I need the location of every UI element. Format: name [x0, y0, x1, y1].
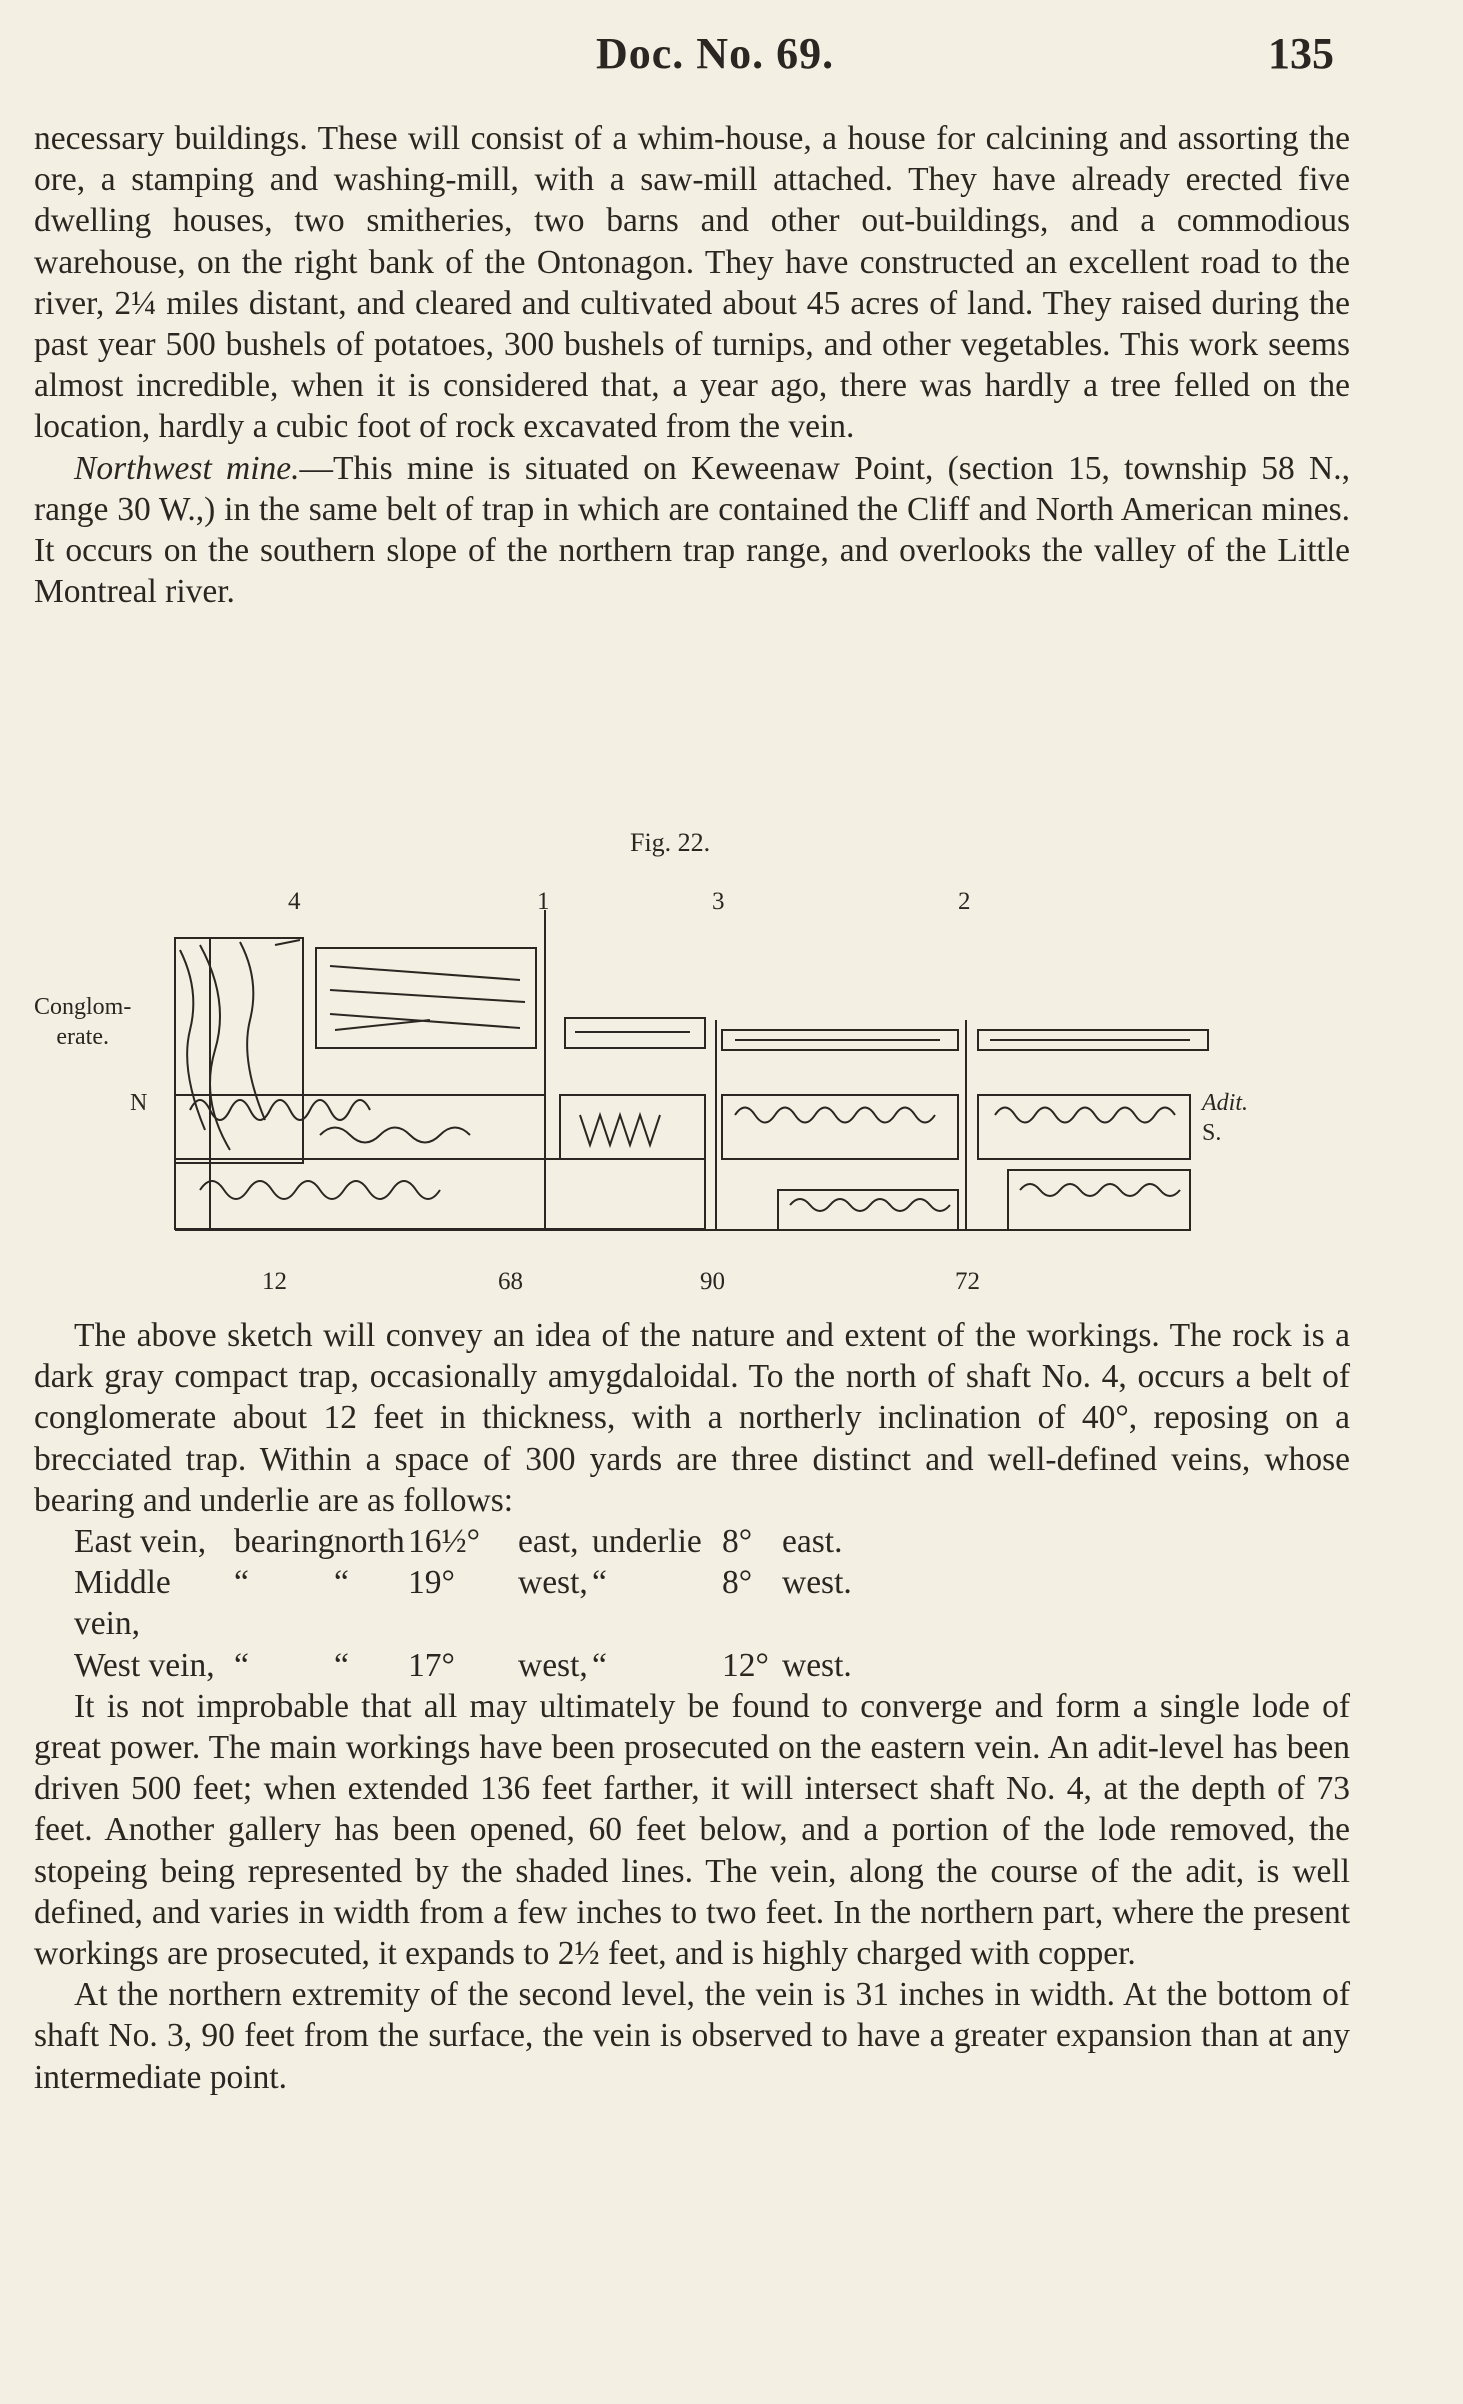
vein-row	[74, 1562, 1350, 1644]
vein-cell: west,	[518, 1646, 588, 1684]
level-one	[722, 1095, 958, 1159]
shaft-label: 3	[712, 888, 725, 915]
paragraph: necessary buildings. These will consist of a whim-house, a house for calcining and assorting the ore, a stamping and washing-mill, with a saw-mill attached. They have already erected five dwelling houses, two smitheries, two barns and other out-buildings, and a commodious warehouse, on the right bank of the Ontonagon. They have constructed an excellent road to the river, 2¼ miles distant, and cleared and cultivated about 45 acres of land. They raised during the past year 500 bushels of potatoes, 300 bushels of turnips, and other vegetables. This work seems almost incredible, when it is considered that, a year ago, there was hardly a tree felled on the location, hardly a cubic foot of rock excavated from the vein.	[34, 120, 1350, 446]
shaft-label: 1	[537, 888, 550, 915]
south-label: S.	[1202, 1120, 1222, 1146]
vein-cell: west.	[782, 1646, 852, 1684]
mine-section-sketch	[0, 870, 1463, 1290]
body-text-top	[34, 118, 1350, 612]
vein-cell: 19°	[408, 1564, 455, 1602]
vein-cell: “	[592, 1564, 607, 1602]
vein-name: West vein,	[74, 1646, 215, 1684]
paragraph: At the northern extremity of the second level, the vein is 31 inches in width. At the bottom of shaft No. 3, 90 feet from the surface, the vein is observed to have a greater expansion than at any intermediate point.	[34, 1976, 1350, 2096]
vein-cell: “	[334, 1646, 349, 1684]
vein-cell: “	[592, 1646, 607, 1684]
vein-cell: underlie	[592, 1523, 702, 1561]
doc-number: Doc. No. 69.	[596, 29, 835, 78]
vein-cell: “	[234, 1646, 249, 1684]
vein-name: Middle vein,	[74, 1564, 171, 1643]
conglomerate-label: Conglom- erate.	[34, 994, 132, 1050]
workings-block	[316, 948, 536, 1048]
vein-cell: “	[334, 1564, 349, 1602]
vein-row	[74, 1645, 1350, 1686]
depth-label: 72	[955, 1268, 980, 1295]
vein-cell: east.	[782, 1523, 843, 1561]
vein-cell: “	[234, 1564, 249, 1602]
vein-cell: east,	[518, 1523, 579, 1561]
depth-label: 90	[700, 1268, 725, 1295]
adit-label: Adit.	[1202, 1090, 1248, 1116]
vein-cell: west.	[782, 1564, 852, 1602]
vein-cell: 17°	[408, 1646, 455, 1684]
paragraph-northwest	[34, 448, 1350, 613]
paragraph-text: —This mine is situated on Keweenaw Point, (section 15, township 58 N., range 30 W.,) in the same belt of trap in which are contained the Cliff and North American mines. It occurs on the southern slope of the northern trap range, and overlooks the valley of the Little Montreal river.	[34, 449, 1350, 611]
conglomerate-block	[175, 938, 303, 1163]
level-one	[560, 1095, 705, 1159]
shaft-label: 2	[958, 888, 971, 915]
level-two	[175, 1159, 705, 1229]
vein-cell: 8°	[722, 1564, 753, 1602]
section-lead: Northwest mine.	[74, 449, 300, 487]
depth-label: 12	[262, 1268, 287, 1295]
vein-table	[34, 1521, 1350, 1686]
vein-cell: north	[334, 1523, 405, 1561]
vein-cell: west,	[518, 1564, 588, 1602]
figure-caption: Fig. 22.	[630, 828, 711, 857]
paragraph: The above sketch will convey an idea of the nature and extent of the workings. The rock is a dark gray compact trap, occasionally amygdaloidal. To the north of shaft No. 4, occurs a belt of conglomerate about 12 feet in thickness, with a northerly inclination of 40°, reposing on a brecciated trap. Within a space of 300 yards are three distinct and well-defined veins, whose bearing and underlie are as follows:	[34, 1317, 1350, 1519]
vein-cell: 8°	[722, 1523, 753, 1561]
vein-cell: bearing	[234, 1523, 335, 1561]
level-two	[1008, 1170, 1190, 1230]
page-number: 135	[1268, 29, 1334, 78]
paragraph: It is not improbable that all may ultimately be found to converge and form a single lode of great power. The main workings have been prosecuted on the eastern vein. An adit-level has been driven 500 feet; when extended 136 feet farther, it will intersect shaft No. 4, at the depth of 73 feet. Another gallery has been opened, 60 feet below, and a portion of the lode removed, the stopeing being represented by the shaded lines. The vein, along the course of the adit, is well defined, and varies in width from a few inches to two feet. In the northern part, where the present workings are prosecuted, it expands to 2½ feet, and is highly charged with copper.	[34, 1687, 1350, 1973]
north-label: N	[130, 1090, 148, 1116]
depth-label: 68	[498, 1268, 523, 1295]
vein-row	[74, 1521, 1350, 1562]
level-two	[778, 1190, 958, 1230]
level-one	[978, 1095, 1190, 1159]
vein-name: East vein,	[74, 1523, 207, 1561]
body-text-bottom	[34, 1315, 1350, 2098]
shaft-label: 4	[288, 888, 301, 915]
vein-cell: 12°	[722, 1646, 769, 1684]
page-header	[0, 28, 1463, 88]
vein-cell: 16½°	[408, 1523, 481, 1561]
figure-22	[0, 870, 1463, 1330]
